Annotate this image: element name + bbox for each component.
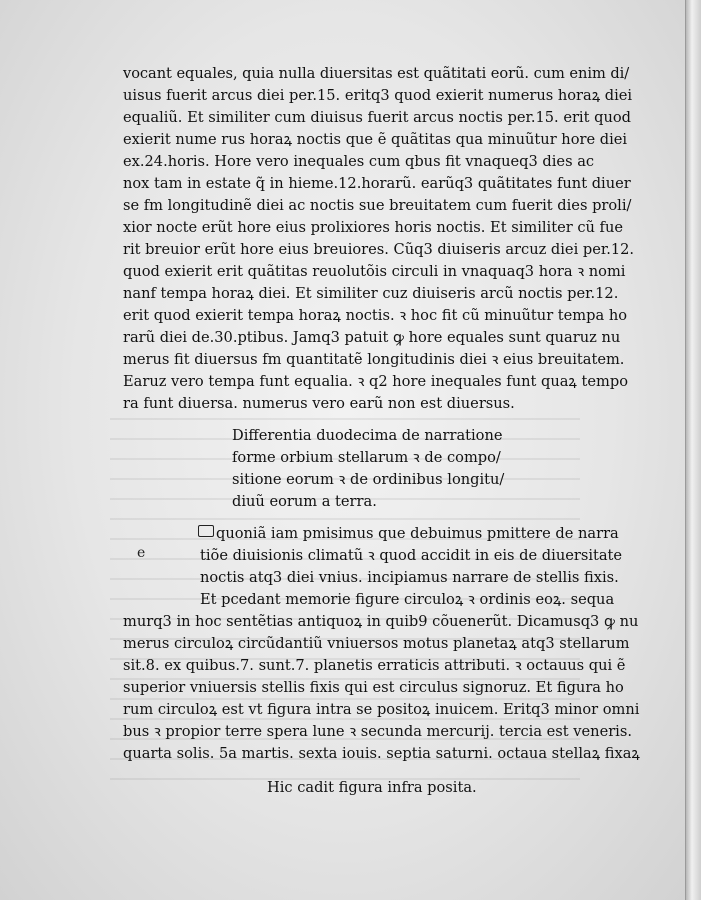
paragraph1-line: erit quod exierit tempa horaꝝ noctis. ꝛ hoc fit cũ minuũtur tempa ho — [123, 307, 628, 324]
paragraph1-line: ex.24.horis. Hore vero inequales cum qbus fit vnaqueq3 dies ac — [123, 153, 595, 170]
paragraph1-line: se fm longitudinẽ diei ac noctis sue breuitatem cum fuerit dies proli/ — [123, 197, 632, 214]
paragraph2-line: noctis atq3 diei vnius. incipiamus narrare de stellis fixis. — [200, 569, 619, 586]
paragraph1-line: equaliũ. Et similiter cum diuisus fuerit arcus noctis per.15. erit quod — [123, 109, 631, 126]
paragraph1-line: ra funt diuersa. numerus vero earũ non est diuersus. — [123, 395, 515, 412]
paragraph1-line: exierit nume rus horaꝝ noctis que ẽ quãtitas qua minuũtur hore diei — [123, 131, 628, 148]
initial-capital-mark — [198, 525, 214, 537]
paragraph2-line: sit.8. ex quibus.7. sunt.7. planetis erraticis attributi. ꝛ octauus qui ẽ — [123, 657, 626, 674]
paragraph1-line: merus fit diuersus fm quantitatẽ longitudinis diei ꝛ eius breuitatem. — [123, 351, 625, 368]
chapter-heading-line: forme orbium stellarum ꝛ de compo/ — [232, 449, 501, 466]
chapter-heading-line: diuũ eorum a terra. — [232, 493, 377, 510]
paragraph2-line: Et pcedant memorie figure circuloꝝ ꝛ ordinis eoꝝ. sequa — [200, 591, 615, 608]
paragraph2-line: murq3 in hoc sentẽtias antiquoꝝ in quib9 cõuenerũt. Dicamusq3 ꝙ nu — [123, 613, 639, 630]
paragraph2-line: superior vniuersis stellis fixis qui est circulus signoruz. Et figura ho — [123, 679, 624, 696]
paragraph2-line: tiõe diuisionis climatũ ꝛ quod accidit in eis de diuersitate — [200, 547, 623, 564]
paragraph1-line: uisus fuerit arcus diei per.15. eritq3 quod exierit numerus horaꝝ diei — [123, 87, 633, 104]
page-edge — [685, 0, 701, 900]
paragraph1-line: rit breuior erũt hore eius breuiores. Cũq3 diuiseris arcuz diei per.12. — [123, 241, 635, 258]
chapter-heading-line: Differentia duodecima de narratione — [232, 427, 503, 444]
paragraph2-line: bus ꝛ propior terre spera lune ꝛ secunda mercurij. tercia est veneris. — [123, 723, 632, 740]
paragraph1-line: vocant equales, quia nulla diuersitas est quãtitati eorũ. cum enim di/ — [123, 65, 630, 82]
paragraph2-line: rum circuloꝝ est vt figura intra se positoꝝ inuicem. Eritq3 minor omni — [123, 701, 640, 718]
chapter-heading-line: sitione eorum ꝛ de ordinibus longitu/ — [232, 471, 505, 488]
paragraph1-line: Earuz vero tempa funt equalia. ꝛ q2 hore inequales funt quaꝝ tempo — [123, 373, 628, 390]
paragraph2-line: quarta solis. 5a martis. sexta iouis. septia saturni. octaua stellaꝝ fixaꝝ — [123, 745, 640, 762]
paragraph1-line: quod exierit erit quãtitas reuolutõis circuli in vnaquaq3 hora ꝛ nomi — [123, 263, 626, 280]
paragraph1-line: xior nocte erũt hore eius prolixiores horis noctis. Et similiter cũ fue — [123, 219, 623, 236]
paragraph2-line: merus circuloꝝ circũdantiũ vniuersos motus planetaꝝ atq3 stellarum — [123, 635, 630, 652]
figure-caption: Hic cadit figura infra posita. — [267, 779, 477, 796]
paragraph1-line: nanf tempa horaꝝ diei. Et similiter cuz diuiseris arcũ noctis per.12. — [123, 285, 619, 302]
paragraph1-line: rarũ diei de.30.ptibus. Jamq3 patuit ꝙ hore equales sunt quaruz nu — [123, 329, 621, 346]
paragraph1-line: nox tam in estate q̃ in hieme.12.horarũ. earũq3 quãtitates funt diuer — [123, 175, 631, 192]
guide-letter: e — [137, 545, 146, 561]
paragraph2-line: quoniã iam pmisimus que debuimus pmittere de narra — [216, 525, 619, 542]
